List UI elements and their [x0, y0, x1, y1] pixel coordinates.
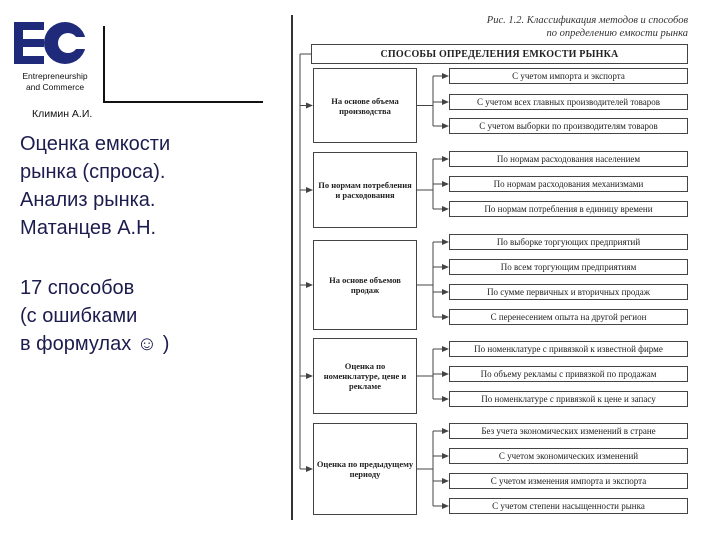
caption-line2: по определению емкости рынка — [546, 28, 688, 39]
group-box-sales: На основе объемов продаж — [313, 240, 417, 330]
item-box: С учетом выборки по производителям товаров — [449, 118, 688, 134]
logo-caption-line2: and Commerce — [25, 82, 85, 92]
group-box-norms: По нормам потребления и расходования — [313, 152, 417, 228]
item-box: По нормам потребления в единицу времени — [449, 201, 688, 217]
item-box: С учетом всех главных производителей товаров — [449, 94, 688, 110]
count-line: (с ошибками — [20, 305, 138, 327]
authors: Климин А.И. — [32, 108, 93, 120]
title-line: рынка (спроса). — [20, 161, 166, 183]
logo-caption-line1: Entrepreneurship — [22, 71, 88, 81]
item-box: По номенклатуре с привязкой к известной фирме — [449, 341, 688, 357]
group-box-nomenclature: Оценка по номенклатуре, цене и рекламе — [313, 338, 417, 414]
title-line: Матанцев А.Н. — [20, 217, 157, 239]
caption-line1: Рис. 1.2. Классификация методов и способов — [486, 15, 688, 26]
item-box: С учетом импорта и экспорта — [449, 68, 688, 84]
group-box-previous-period: Оценка по предыдущему периоду — [313, 423, 417, 515]
item-box: С учетом изменения импорта и экспорта — [449, 473, 688, 489]
item-box: По выборке торгующих предприятий — [449, 234, 688, 250]
count-line: 17 способов — [20, 277, 135, 299]
title-line: Оценка емкости — [20, 133, 171, 155]
item-box: С перенесением опыта на другой регион — [449, 309, 688, 325]
item-box: По нормам расходования населением — [449, 151, 688, 167]
item-box: По нормам расходования механизмами — [449, 176, 688, 192]
title-line: Анализ рынка. — [20, 189, 156, 211]
item-box: По сумме первичных и вторичных продаж — [449, 284, 688, 300]
root-box: СПОСОБЫ ОПРЕДЕЛЕНИЯ ЕМКОСТИ РЫНКА — [311, 44, 688, 64]
item-box: По объему рекламы с привязкой по продажам — [449, 366, 688, 382]
count-line: в формулах ☺ ) — [20, 333, 170, 355]
item-box: По всем торгующим предприятиям — [449, 259, 688, 275]
item-box: С учетом степени насыщенности рынка — [449, 498, 688, 514]
item-box: По номенклатуре с привязкой к цене и запасу — [449, 391, 688, 407]
item-box: С учетом экономических изменений — [449, 448, 688, 464]
item-box: Без учета экономических изменений в стране — [449, 423, 688, 439]
group-box-production: На основе объема производства — [313, 68, 417, 143]
